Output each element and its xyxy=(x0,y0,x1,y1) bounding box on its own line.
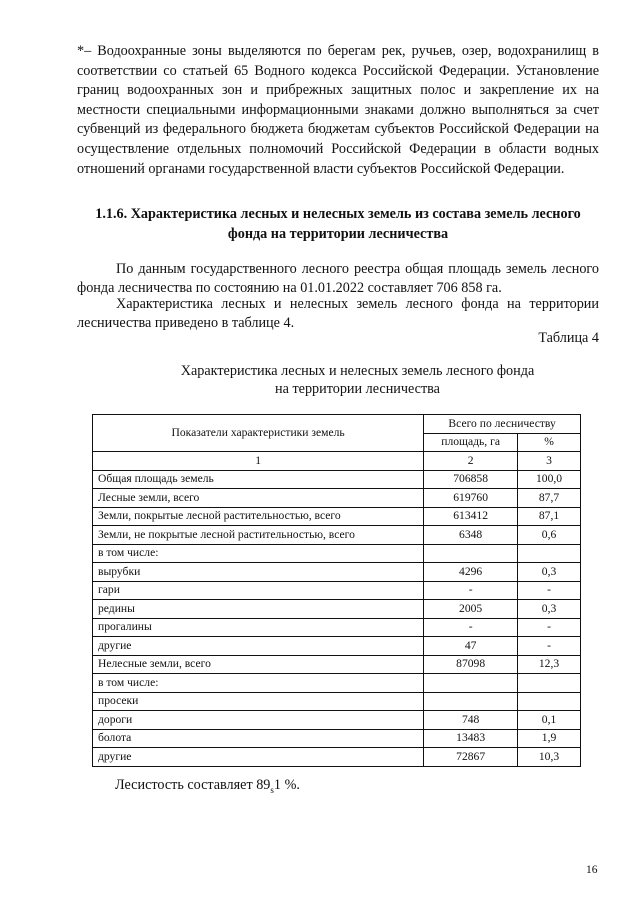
row-percent xyxy=(518,692,581,711)
row-percent: - xyxy=(518,581,581,600)
table-row xyxy=(93,563,581,582)
row-label: Земли, покрытые лесной растительностью, всего xyxy=(93,507,424,526)
row-area: 748 xyxy=(424,711,518,730)
row-label: просеки xyxy=(93,692,424,711)
table-row xyxy=(93,748,581,767)
row-percent: 0,3 xyxy=(518,600,581,619)
row-area: 4296 xyxy=(424,563,518,582)
row-label: редины xyxy=(93,600,424,619)
row-percent: 0,6 xyxy=(518,526,581,545)
row-label: гари xyxy=(93,581,424,600)
table-row xyxy=(93,600,581,619)
land-characteristics-table xyxy=(92,414,581,767)
row-label: болота xyxy=(93,729,424,748)
table-column-numbers-row xyxy=(93,452,581,471)
column-number: 1 xyxy=(93,452,424,471)
table-row xyxy=(93,470,581,489)
footnote-text: *– Водоохранные зоны выделяются по берегам рек, ручьев, озер, водохранилищ в соответствии со статьей 65 Водного кодекса Российской Федерации. Установление границ водоохранных зон и прибрежных защитных полос и закрепление их на местности специальными информационными знаками должно выполняться за счет субвенций из федерального бюджета бюджетам субъектов Российской Федерации на осуществление отдельных полномочий Российской Федерации в области водных отношений органами государственной власти субъектов Российской Федерации. xyxy=(77,43,599,177)
row-area: - xyxy=(424,581,518,600)
section-heading xyxy=(70,205,606,244)
paragraph-total-area: По данным государственного лесного реестра общая площадь земель лесного фонда лесничества по состоянию на 01.01.2022 составляет 706 858 га. xyxy=(77,261,599,296)
table-title-line1: Характеристика лесных и нелесных земель лесного фонда xyxy=(180,363,535,379)
page-number: 16 xyxy=(586,864,598,876)
row-area: 613412 xyxy=(424,507,518,526)
row-area: 47 xyxy=(424,637,518,656)
row-area: 2005 xyxy=(424,600,518,619)
table-label: Таблица 4 xyxy=(538,330,599,346)
row-label: Лесные земли, всего xyxy=(93,489,424,508)
table-row xyxy=(93,711,581,730)
row-percent: 87,1 xyxy=(518,507,581,526)
row-percent: 100,0 xyxy=(518,470,581,489)
row-label: Общая площадь земель xyxy=(93,470,424,489)
row-label: в том числе: xyxy=(93,544,424,563)
row-area: - xyxy=(424,618,518,637)
row-area: 6348 xyxy=(424,526,518,545)
row-percent: 1,9 xyxy=(518,729,581,748)
header-percent: % xyxy=(518,433,581,452)
row-area: 72867 xyxy=(424,748,518,767)
row-percent xyxy=(518,544,581,563)
column-number: 2 xyxy=(424,452,518,471)
table-row xyxy=(93,618,581,637)
table-title-line2: на территории лесничества xyxy=(275,381,440,397)
row-area xyxy=(424,692,518,711)
row-area: 87098 xyxy=(424,655,518,674)
table-row xyxy=(93,637,581,656)
row-area: 13483 xyxy=(424,729,518,748)
table-row xyxy=(93,489,581,508)
table-row xyxy=(93,581,581,600)
row-percent: - xyxy=(518,618,581,637)
row-label: другие xyxy=(93,637,424,656)
table-row xyxy=(93,526,581,545)
section-heading-line1: 1.1.6. Характеристика лесных и нелесных земель из состава земель лесного xyxy=(95,206,581,222)
forest-cover-statement xyxy=(115,776,300,799)
forest-cover-subscript: s xyxy=(270,784,274,795)
forest-cover-suffix: 1 %. xyxy=(273,777,300,793)
row-area: 706858 xyxy=(424,470,518,489)
row-label: Нелесные земли, всего xyxy=(93,655,424,674)
row-percent: 0,1 xyxy=(518,711,581,730)
row-label: вырубки xyxy=(93,563,424,582)
header-area: площадь, га xyxy=(424,433,518,452)
row-label: другие xyxy=(93,748,424,767)
header-indicator: Показатели характеристики земель xyxy=(93,415,424,452)
row-area: 619760 xyxy=(424,489,518,508)
row-label: в том числе: xyxy=(93,674,424,693)
forest-cover-prefix: Лесистость составляет 89 xyxy=(115,777,271,793)
row-area xyxy=(424,674,518,693)
row-percent xyxy=(518,674,581,693)
header-total: Всего по лесничеству xyxy=(424,415,581,434)
row-label: дороги xyxy=(93,711,424,730)
table-row xyxy=(93,729,581,748)
row-label: Земли, не покрытые лесной растительностью, всего xyxy=(93,526,424,545)
row-percent: 0,3 xyxy=(518,563,581,582)
row-percent: 10,3 xyxy=(518,748,581,767)
section-heading-line2: фонда на территории лесничества xyxy=(227,225,449,242)
row-percent: 12,3 xyxy=(518,655,581,674)
column-number: 3 xyxy=(518,452,581,471)
table-row xyxy=(93,692,581,711)
table-row xyxy=(93,655,581,674)
table-header-row xyxy=(93,415,581,434)
paragraph-table-intro: Характеристика лесных и нелесных земель лесного фонда на территории лесничества приведено в таблице 4. xyxy=(77,296,599,331)
table-row xyxy=(93,544,581,563)
row-label: прогалины xyxy=(93,618,424,637)
table-row xyxy=(93,674,581,693)
row-percent: - xyxy=(518,637,581,656)
table-row xyxy=(93,507,581,526)
row-area xyxy=(424,544,518,563)
table-title xyxy=(115,362,600,398)
row-percent: 87,7 xyxy=(518,489,581,508)
